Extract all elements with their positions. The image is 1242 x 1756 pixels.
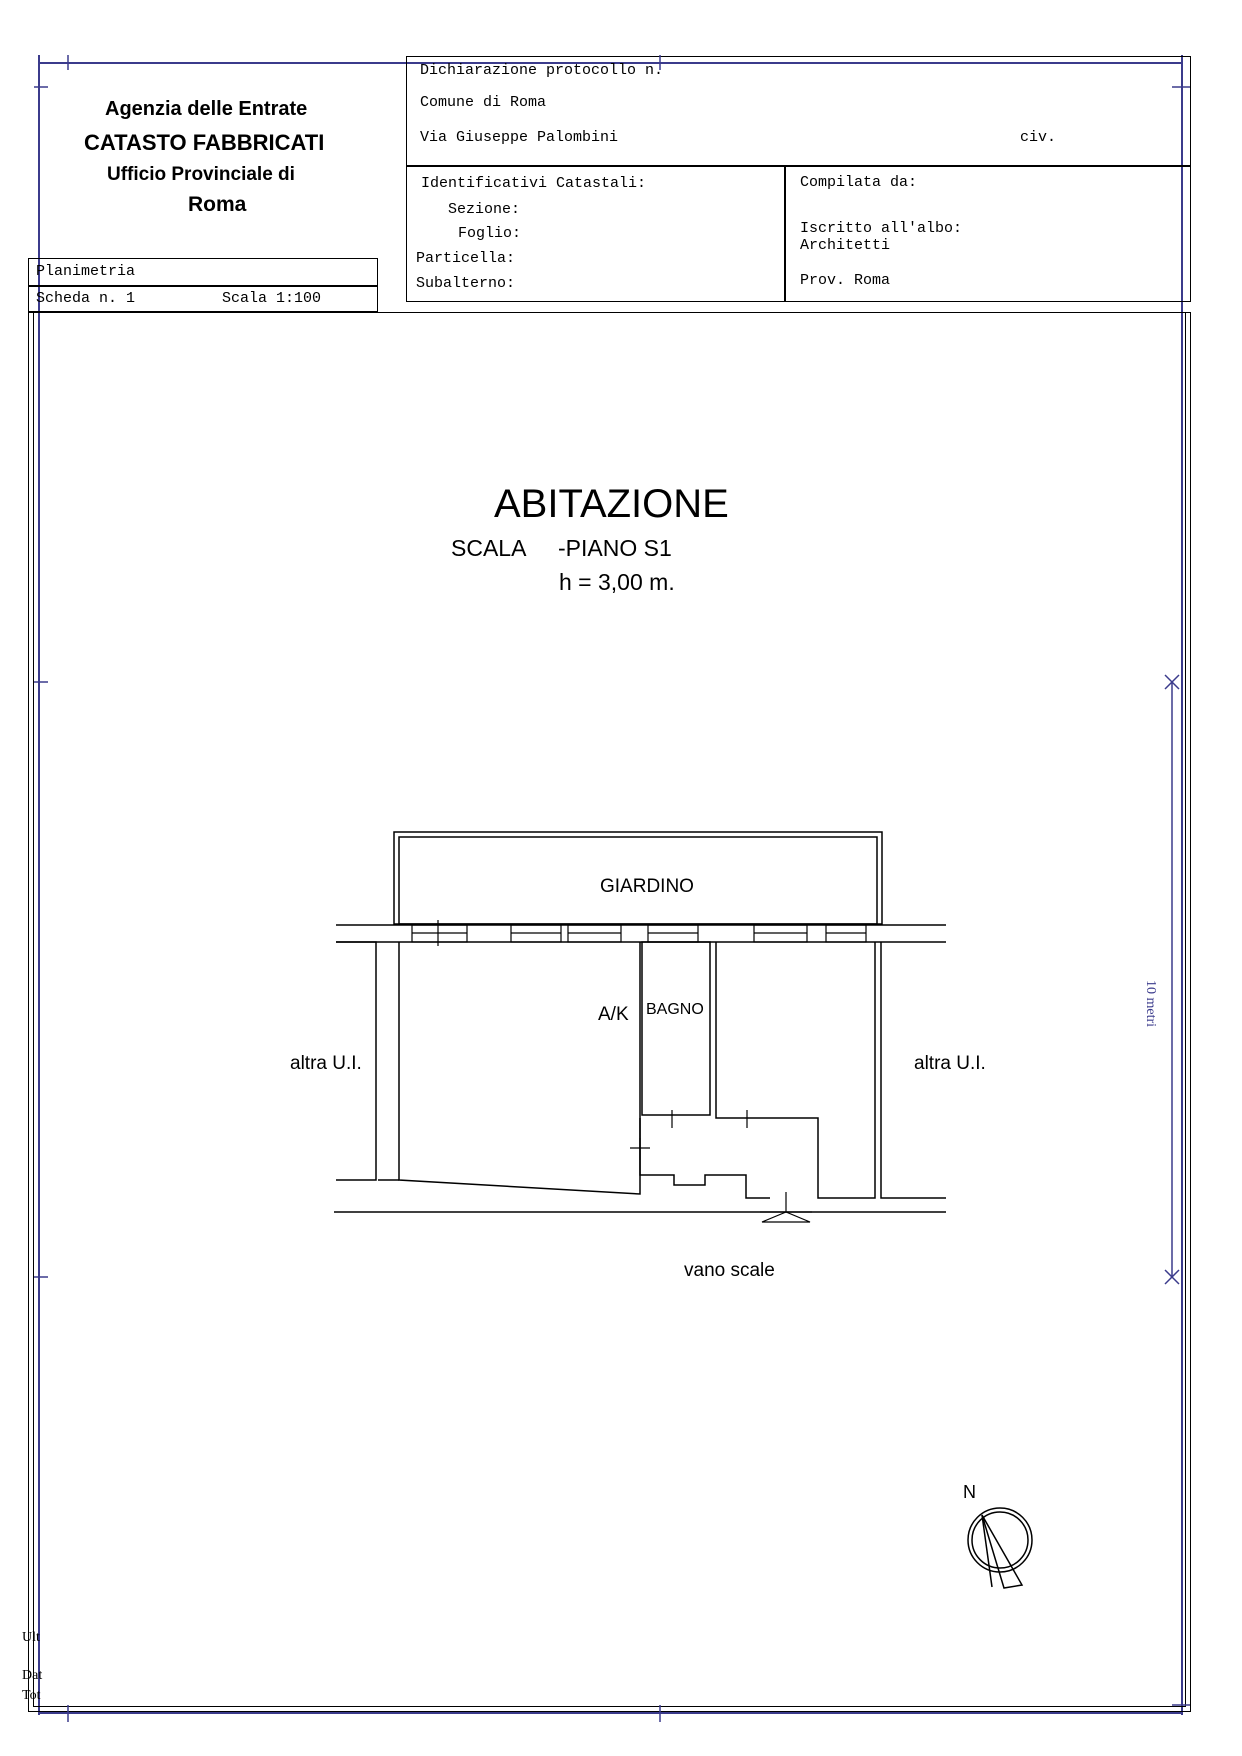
subalterno-label: Subalterno: [416,275,516,292]
room-ak-label: A/K [598,1004,629,1025]
scale-bar-label: 10 metri [1143,980,1158,1028]
office-label: Ufficio Provinciale di [107,164,295,185]
address-label: Via Giuseppe Palombini [420,129,619,146]
identifiers-title: Identificativi Catastali: [421,175,647,192]
door-marks [630,1110,786,1212]
building-walls [334,925,946,1212]
neighbor-left-label: altra U.I. [290,1053,362,1074]
prov-label: Prov. Roma [800,272,891,289]
compass [968,1508,1032,1588]
footer-dat: Dat [22,1668,43,1683]
plan-piano-label: -PIANO S1 [558,535,672,561]
stairs-entrance-symbol [760,1212,812,1222]
room-bagno-label: BAGNO [646,1001,704,1018]
iscritto-label: Iscritto all'albo: [800,220,963,237]
plan-title: ABITAZIONE [494,482,729,526]
albo-label: Architetti [800,237,891,254]
compilata-label: Compilata da: [800,174,918,191]
agency-name: Agenzia delle Entrate [105,98,308,120]
office-city: Roma [188,193,247,216]
foglio-label: Foglio: [458,225,522,242]
protocol-label: Dichiarazione protocollo n. [420,62,664,79]
planimetria-label: Planimetria [36,263,136,280]
stairs-label: vano scale [684,1260,775,1281]
footer-ult: Ult [22,1630,40,1645]
plan-scala-label: SCALA [451,535,527,561]
comune-label: Comune di Roma [420,94,547,111]
giardino-label: GIARDINO [600,876,694,897]
catasto-title: CATASTO FABBRICATI [84,130,325,155]
north-label: N [963,1482,976,1502]
footer-tot: Tot [22,1688,41,1703]
particella-label: Particella: [416,250,516,267]
scale-bar [1165,675,1179,1284]
neighbor-right-label: altra U.I. [914,1053,986,1074]
sezione-label: Sezione: [448,201,521,218]
plan-height-label: h = 3,00 m. [559,569,675,595]
scala-label: Scala 1:100 [222,290,322,307]
civ-label: civ. [1020,129,1057,146]
scheda-label: Scheda n. 1 [36,290,136,307]
